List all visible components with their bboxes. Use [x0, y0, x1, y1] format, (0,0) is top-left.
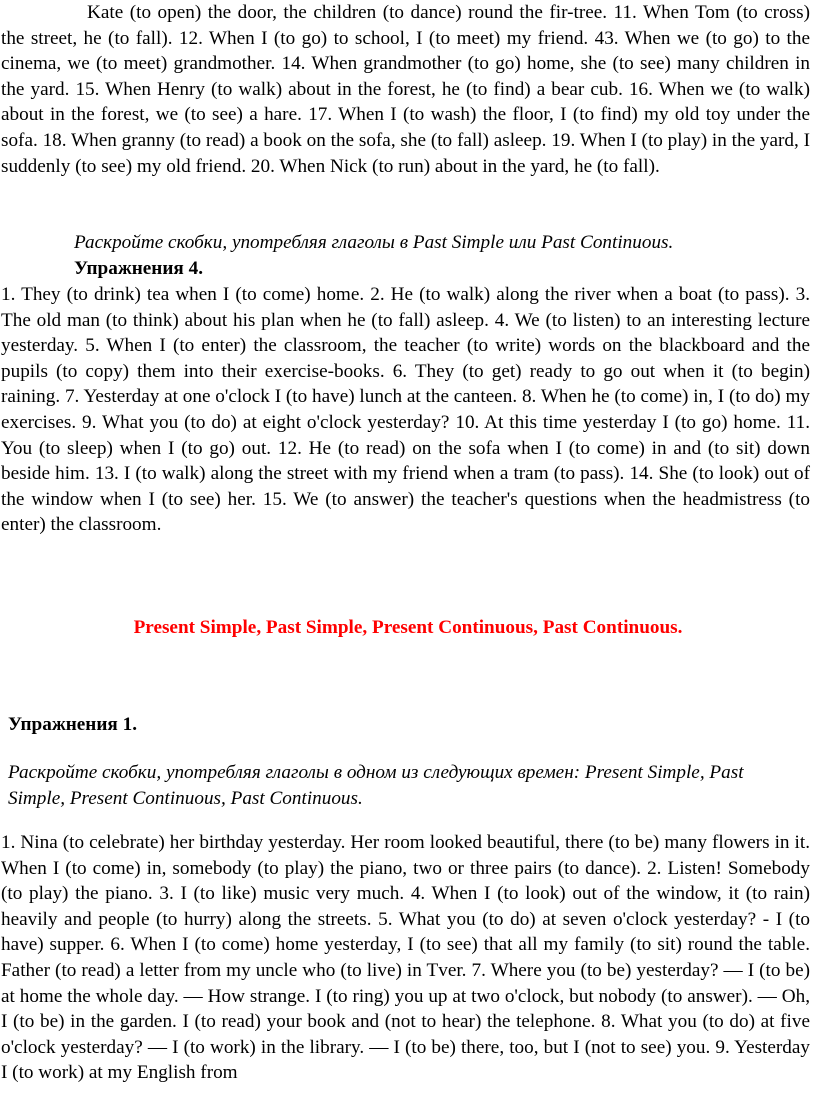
- exercise4-instruction: Раскройте скобки, употребляя глаголы в Past Simple или Past Continuous.: [74, 232, 674, 253]
- exercise4-heading: Упражнения 4.: [74, 258, 203, 279]
- exercise1-instruction: Раскройте скобки, употребляя глаголы в одном из следующих времен: Present Simple, Past Simple, Present Continuous, Past Continuous.: [8, 762, 744, 809]
- exercise1-heading: Упражнения 1.: [8, 714, 137, 735]
- continued-paragraph: Kate (to open) the door, the children (to dance) round the fir-tree. 11. When Tom (to cross) the street, he (to fall). 12. When I (to go) to school, I (to meet) my friend. 43. When we (to go) to the cinema, we (to meet) grandmother. 14. When grandmother (to go) home, she (to see) many children in the yard. 15. When Henry (to walk) about in the forest, he (to find) a bear cub. 16. When we (to walk) about in the forest, we (to see) a hare. 17. When I (to wash) the floor, I (to find) my old toy under the sofa. 18. When granny (to read) a book on the sofa, she (to fall) asleep. 19. When I (to play) in the yard, I suddenly (to see) my old friend. 20. When Nick (to run) about in the yard, he (to fall).: [1, 2, 810, 177]
- exercise4-body: 1. They (to drink) tea when I (to come) home. 2. He (to walk) along the river when a boat (to pass). 3. The old man (to think) about his plan when he (to fall) asleep. 4. We (to listen) to an interesting lecture yesterday. 5. When I (to enter) the classroom, the teacher (to write) words on the blackboard and the pupils (to copy) them into their exercise-books. 6. They (to get) ready to go out when it (to begin) raining. 7. Yesterday at one o'clock I (to have) lunch at the canteen. 8. When he (to come) in, I (to do) my exercises. 9. What you (to do) at eight o'clock yesterday? 10. At this time yesterday I (to go) home. 11. You (to sleep) when I (to go) out. 12. He (to read) on the sofa when I (to come) in and (to sit) down beside him. 13. I (to walk) along the street with my friend when a tram (to pass). 14. She (to look) out of the window when I (to see) her. 15. We (to answer) the teacher's questions when the headmistress (to enter) the classroom.: [1, 284, 810, 536]
- exercise1-body: 1. Nina (to celebrate) her birthday yesterday. Her room looked beautiful, there (to be) many flowers in it. When I (to come) in, somebody (to play) the piano, two or three pairs (to dance). 2. Listen! Somebody (to play) the piano. 3. I (to like) music very much. 4. When I (to look) out of the window, it (to rain) heavily and people (to hurry) along the streets. 5. What you (to do) at seven o'clock yesterday? - I (to have) supper. 6. When I (to come) home yesterday, I (to see) that all my family (to sit) round the table. Father (to read) a letter from my uncle who (to live) in Tver. 7. Where you (to be) yesterday? — I (to be) at home the whole day. — How strange. I (to ring) you up at two o'clock, but nobody (to answer). — Oh, I (to be) in the garden. I (to read) your book and (not to hear) the telephone. 8. What you (to do) at five o'clock yesterday? — I (to work) in the library. — I (to be) there, too, but I (not to see) you. 9. Yesterday I (to work) at my English from: [1, 832, 810, 1084]
- section-title: Present Simple, Past Simple, Present Continuous, Past Continuous.: [133, 617, 683, 638]
